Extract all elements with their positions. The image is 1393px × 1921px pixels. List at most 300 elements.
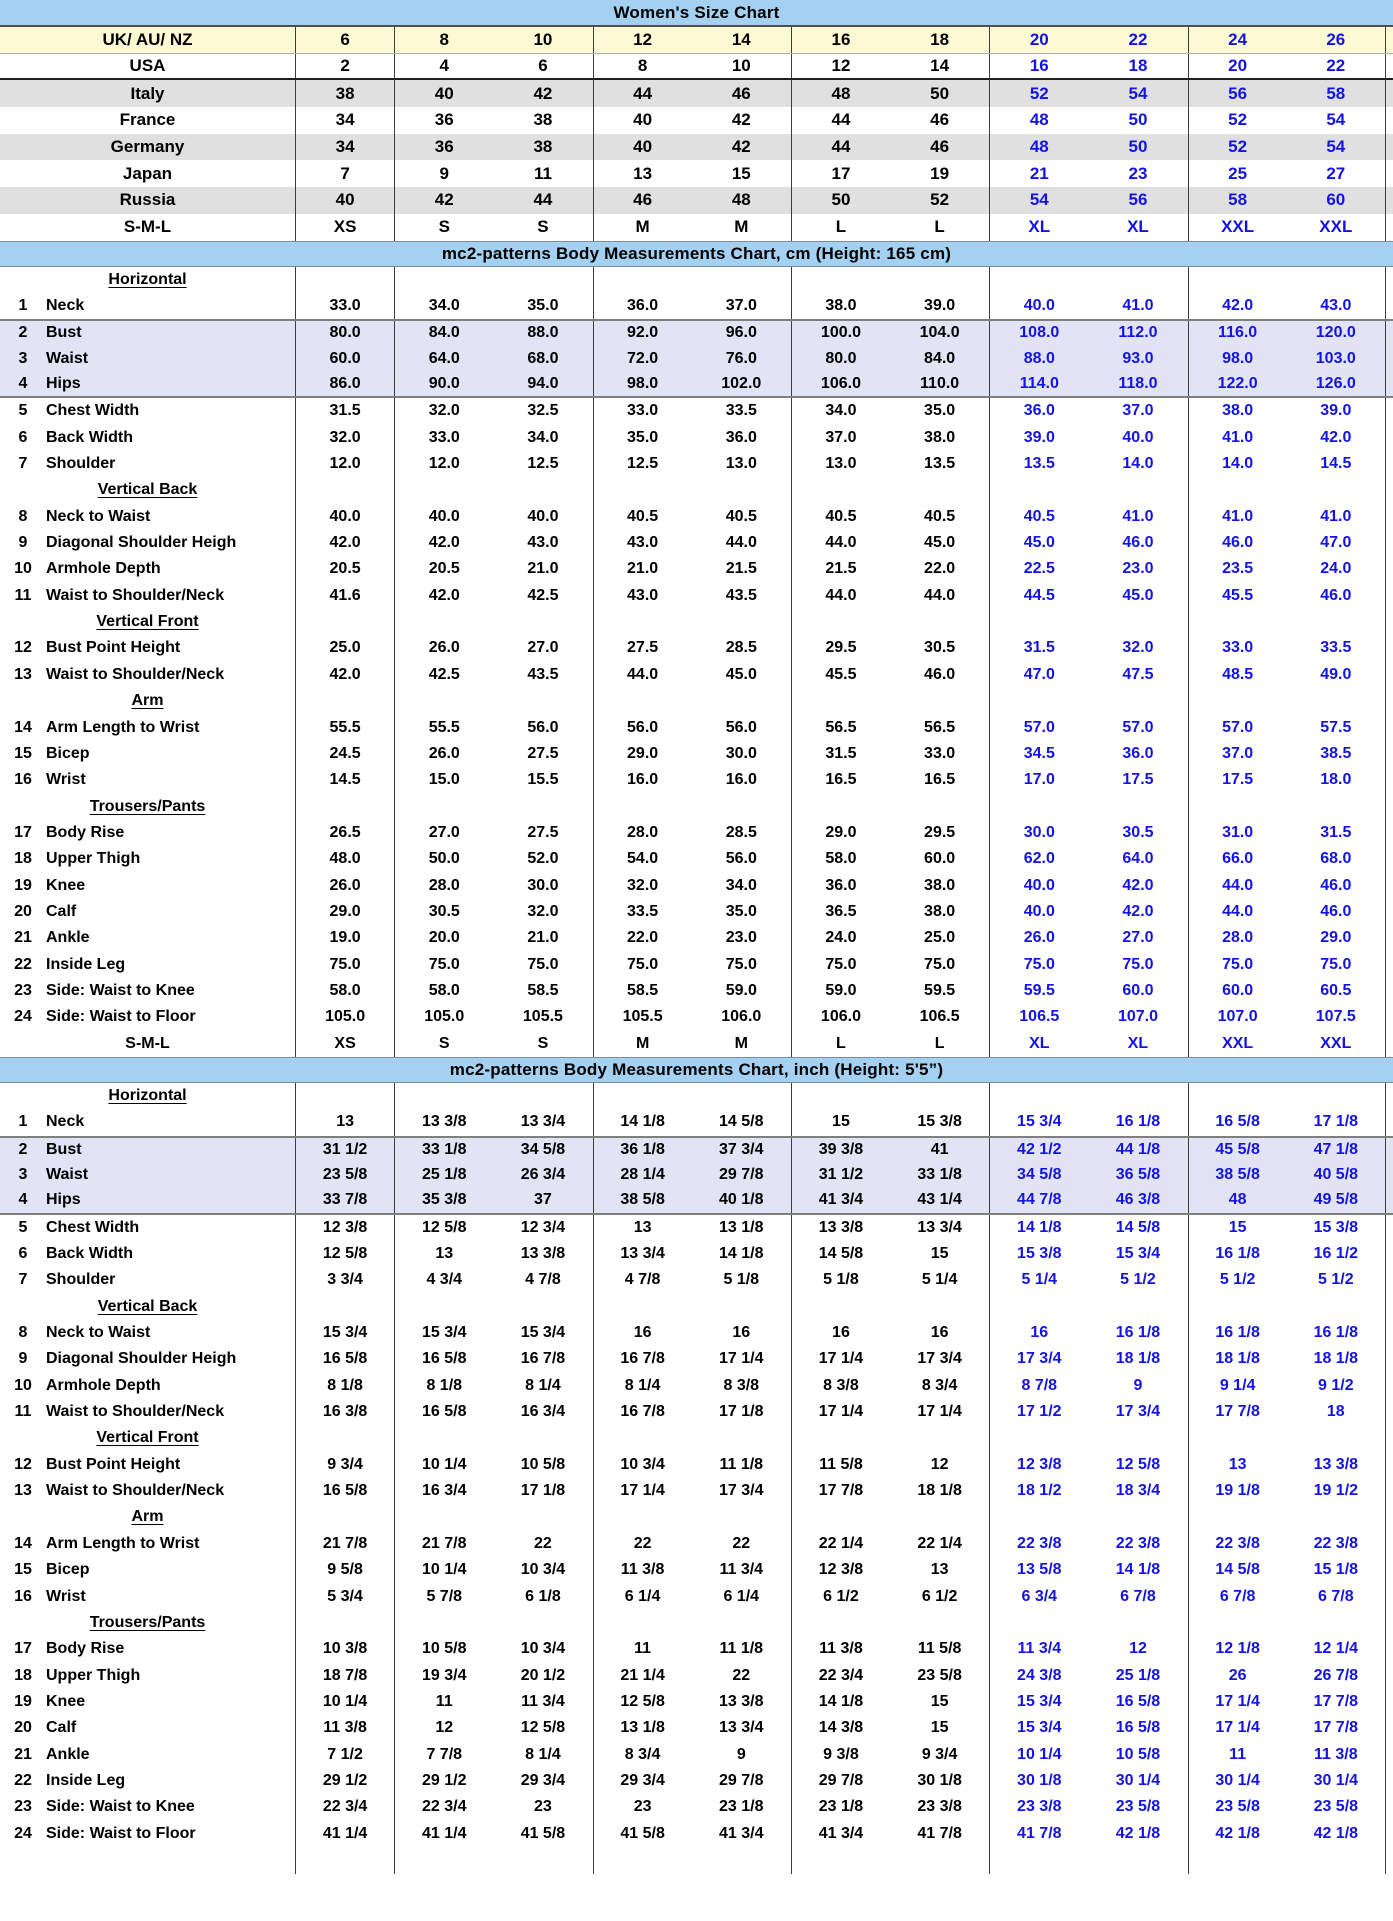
value-cell: 10 5/8: [520, 1455, 566, 1473]
value-cell: 46: [930, 110, 950, 130]
value-cell: 15 3/8: [1287, 1215, 1386, 1241]
row-label: [0, 1768, 295, 1794]
value-cell: 27: [1287, 160, 1386, 187]
value-cell: 16 7/8: [593, 1399, 692, 1425]
value-cell: 13.0: [725, 455, 757, 473]
value-cell: 33.0: [394, 425, 493, 451]
value-cell: [593, 793, 692, 819]
value-cell: 30 1/8: [989, 1768, 1088, 1794]
row-label-text: Upper Thigh: [46, 1666, 141, 1684]
value-cell: 42.5: [394, 662, 493, 688]
section-header-label: Trousers/Pants: [89, 1613, 206, 1631]
section-header: [0, 1610, 295, 1636]
value-cell: [493, 609, 592, 635]
value-cell: 42.0: [394, 530, 493, 556]
value-cell: 11 1/8: [719, 1640, 764, 1658]
value-cell: 34.0: [394, 293, 493, 319]
table-row: [0, 1030, 1393, 1056]
value-cell: 22: [732, 1666, 751, 1684]
row-number: 9: [18, 1350, 28, 1368]
value-cell: 44.0: [791, 583, 890, 609]
value-cell: 15: [930, 1719, 949, 1737]
value-cell: 55.5: [394, 714, 493, 740]
row-label: [0, 872, 295, 898]
value-cell: 46: [930, 137, 950, 157]
value-cell: 8 3/4: [593, 1741, 692, 1767]
value-cell: 32.0: [1122, 639, 1154, 657]
value-cell: 30.0: [527, 876, 559, 894]
value-cell: 23 1/8: [719, 1798, 764, 1816]
value-cell: [989, 1610, 1088, 1636]
row-number: 12: [14, 1455, 32, 1473]
value-cell: 105.5: [522, 1008, 563, 1026]
value-cell: 7 1/2: [295, 1741, 394, 1767]
table-row: [0, 1662, 1393, 1688]
value-cell: 116.0: [1188, 321, 1287, 345]
value-cell: XXL: [1188, 214, 1287, 241]
value-cell: [989, 793, 1088, 819]
value-cell: M: [734, 217, 749, 237]
value-cell: 14 1/8: [1115, 1561, 1161, 1579]
value-cell: [791, 793, 890, 819]
table-row: [0, 398, 1393, 424]
value-cell: 27.5: [593, 635, 692, 661]
value-cell: 32.5: [527, 402, 559, 420]
value-cell: 50: [1128, 110, 1148, 130]
row-number: 7: [18, 1271, 28, 1289]
value-cell: 15 3/8: [989, 1241, 1088, 1267]
value-cell: 42: [731, 110, 751, 130]
value-cell: 9 3/8: [791, 1741, 890, 1767]
value-cell: 34.0: [725, 876, 757, 894]
value-cell: [1188, 477, 1287, 503]
value-cell: 47.5: [1122, 665, 1154, 683]
value-cell: M: [593, 214, 692, 241]
section-header: [0, 1425, 295, 1451]
row-label: [0, 1794, 295, 1820]
value-cell: 33.0: [1188, 635, 1287, 661]
value-cell: 8 3/4: [921, 1376, 958, 1394]
row-label: [0, 1138, 295, 1162]
value-cell: 40: [593, 107, 692, 134]
table-row: [0, 1794, 1393, 1820]
value-cell: 60: [1287, 187, 1386, 214]
table-row: [0, 319, 1393, 345]
value-cell: 40.0: [989, 293, 1088, 319]
value-cell: 10 3/4: [593, 1452, 692, 1478]
value-cell: 88.0: [527, 324, 559, 342]
value-cell: 105.0: [394, 1004, 493, 1030]
row-number: 20: [14, 1719, 32, 1737]
value-cell: 42: [731, 137, 751, 157]
value-cell: 22.0: [924, 560, 956, 578]
row-label-text: Calf: [46, 1719, 77, 1737]
value-cell: 60.0: [924, 850, 956, 868]
value-cell: 36 5/8: [1115, 1166, 1161, 1184]
value-cell: 59.5: [924, 981, 956, 999]
value-cell: 26.0: [989, 925, 1088, 951]
value-cell: 44: [593, 80, 692, 107]
row-number: 11: [14, 586, 32, 604]
value-cell: [493, 1083, 592, 1109]
value-cell: 17 1/4: [593, 1478, 692, 1504]
value-cell: 8: [394, 27, 493, 53]
value-cell: 17: [791, 160, 890, 187]
value-cell: 6 7/8: [1188, 1583, 1287, 1609]
row-label-text: Wrist: [46, 1587, 86, 1605]
table-row: [0, 820, 1393, 846]
value-cell: 33 1/8: [394, 1138, 493, 1162]
table-row: [0, 1768, 1393, 1794]
value-cell: 11 3/4: [989, 1636, 1088, 1662]
row-label: [0, 1320, 295, 1346]
row-label: [0, 1531, 295, 1557]
value-cell: 16: [593, 1320, 692, 1346]
value-cell: 58.5: [527, 981, 559, 999]
value-cell: 106.5: [919, 1008, 960, 1026]
value-cell: 6: [538, 56, 548, 76]
value-cell: 41.0: [1122, 507, 1154, 525]
value-cell: 14 5/8: [791, 1241, 890, 1267]
value-cell: [295, 1294, 394, 1320]
value-cell: 46: [731, 83, 751, 103]
row-label-text: Bicep: [46, 1561, 90, 1579]
value-cell: 23 5/8: [1115, 1798, 1161, 1816]
table-row: [0, 583, 1393, 609]
table-row: [0, 1531, 1393, 1557]
row-number: 7: [18, 455, 28, 473]
row-number: 17: [14, 823, 32, 841]
section-header-label: Arm: [131, 692, 164, 710]
value-cell: 16: [791, 27, 890, 53]
value-cell: 108.0: [989, 321, 1088, 345]
value-cell: 44: [791, 134, 890, 161]
value-cell: 18 1/8: [1287, 1346, 1386, 1372]
row-label: [0, 1478, 295, 1504]
value-cell: 8 1/4: [593, 1373, 692, 1399]
value-cell: 46.0: [1188, 530, 1287, 556]
value-cell: 16 5/8: [1188, 1109, 1287, 1135]
value-cell: 12 3/8: [989, 1452, 1088, 1478]
row-number: 21: [14, 929, 32, 947]
value-cell: [493, 793, 592, 819]
value-cell: 46: [593, 187, 692, 214]
row-label: [0, 321, 295, 345]
table-row: [0, 372, 1393, 398]
value-cell: 17.5: [1188, 767, 1287, 793]
value-cell: [1088, 1504, 1187, 1530]
table-row: [0, 951, 1393, 977]
value-cell: 26.0: [394, 635, 493, 661]
row-label-text: Hips: [46, 1191, 81, 1209]
value-cell: 35 3/8: [394, 1188, 493, 1212]
value-cell: 14 1/8: [989, 1215, 1088, 1241]
value-cell: 75.0: [394, 951, 493, 977]
value-cell: 21 7/8: [394, 1531, 493, 1557]
value-cell: 11 5/8: [791, 1452, 890, 1478]
value-cell: 90.0: [394, 372, 493, 396]
value-cell: 104.0: [919, 324, 960, 342]
value-cell: 9: [736, 1745, 746, 1763]
value-cell: 33.0: [295, 293, 394, 319]
value-cell: [890, 1610, 989, 1636]
value-cell: 18 3/4: [1115, 1482, 1161, 1500]
value-cell: 8 3/8: [791, 1373, 890, 1399]
value-cell: 16 5/8: [394, 1399, 493, 1425]
value-cell: [791, 688, 890, 714]
value-cell: 33.0: [593, 398, 692, 424]
value-cell: 17 7/8: [1287, 1689, 1386, 1715]
value-cell: [295, 1610, 394, 1636]
table-row: [0, 451, 1393, 477]
value-cell: 122.0: [1188, 372, 1287, 396]
row-label: [0, 1399, 295, 1425]
value-cell: 41: [930, 1140, 949, 1158]
value-cell: 17 7/8: [1287, 1715, 1386, 1741]
value-cell: 15.5: [527, 771, 559, 789]
value-cell: 59.5: [989, 978, 1088, 1004]
value-cell: 44.0: [791, 530, 890, 556]
section-header-row: [0, 793, 1393, 819]
value-cell: 44.0: [1188, 872, 1287, 898]
value-cell: [1088, 1083, 1187, 1109]
value-cell: 12 5/8: [593, 1689, 692, 1715]
row-label: [0, 662, 295, 688]
spacer-row: [0, 1847, 1393, 1874]
value-cell: [1287, 688, 1386, 714]
value-cell: 60.5: [1287, 978, 1386, 1004]
value-cell: 29.5: [791, 635, 890, 661]
table-row: [0, 899, 1393, 925]
value-cell: 35.0: [527, 297, 559, 315]
row-number: 17: [14, 1640, 32, 1658]
value-cell: 8 3/8: [723, 1376, 760, 1394]
value-cell: 58.0: [394, 978, 493, 1004]
value-cell: 13: [295, 1109, 394, 1135]
row-label: [0, 372, 295, 396]
value-cell: 5 1/4: [921, 1271, 958, 1289]
value-cell: 42 1/8: [1188, 1820, 1287, 1846]
value-cell: 58.0: [791, 846, 890, 872]
value-cell: [890, 1504, 989, 1530]
value-cell: 6 1/8: [525, 1587, 561, 1605]
value-cell: [593, 1847, 692, 1874]
size-chart-title: Women's Size Chart: [0, 0, 1393, 27]
table-row: [0, 1215, 1393, 1241]
value-cell: 58: [1188, 187, 1287, 214]
value-cell: 25: [1188, 160, 1287, 187]
value-cell: 46.0: [1122, 534, 1154, 552]
value-cell: 22: [1128, 29, 1148, 49]
value-cell: 43.0: [593, 583, 692, 609]
value-cell: 75.0: [1287, 951, 1386, 977]
value-cell: 31 1/2: [791, 1162, 890, 1188]
value-cell: 5 1/8: [723, 1271, 760, 1289]
table-row: [0, 1636, 1393, 1662]
value-cell: 24.0: [791, 925, 890, 951]
value-cell: [890, 688, 989, 714]
value-cell: 48.5: [1188, 662, 1287, 688]
value-cell: [1287, 267, 1386, 293]
value-cell: 41 5/8: [520, 1824, 566, 1842]
value-cell: 16 1/2: [1287, 1241, 1386, 1267]
value-cell: 20: [989, 27, 1088, 53]
row-label: [0, 1636, 295, 1662]
value-cell: 17 1/4: [917, 1403, 962, 1421]
value-cell: [890, 1425, 989, 1451]
row-number: 6: [18, 1245, 28, 1263]
value-cell: [593, 1504, 692, 1530]
value-cell: 40.0: [394, 504, 493, 530]
value-cell: 45.5: [1188, 583, 1287, 609]
table-row: [0, 1820, 1393, 1846]
value-cell: 29.0: [295, 899, 394, 925]
value-cell: 5 1/2: [1120, 1271, 1156, 1289]
value-cell: 14 5/8: [1115, 1218, 1161, 1236]
table-row: [0, 1241, 1393, 1267]
row-label-text: Waist to Shoulder/Neck: [46, 1403, 225, 1421]
value-cell: 12 1/4: [1287, 1636, 1386, 1662]
value-cell: 14 5/8: [719, 1113, 764, 1131]
row-label: [0, 451, 295, 477]
section-header-label: Vertical Back: [97, 481, 198, 499]
value-cell: [493, 477, 592, 503]
value-cell: 16 5/8: [394, 1346, 493, 1372]
row-number: 15: [14, 744, 32, 762]
row-label: [0, 1452, 295, 1478]
row-label-text: Waist to Shoulder/Neck: [46, 586, 225, 604]
value-cell: 15 3/4: [295, 1320, 394, 1346]
value-cell: 15: [1188, 1215, 1287, 1241]
value-cell: 10 1/4: [394, 1557, 493, 1583]
value-cell: 23 5/8: [1287, 1794, 1386, 1820]
value-cell: 11: [533, 163, 552, 183]
value-cell: 17 1/8: [1287, 1109, 1386, 1135]
value-cell: 52: [930, 190, 950, 210]
row-number: 14: [14, 1534, 32, 1552]
value-cell: 17 7/8: [791, 1478, 890, 1504]
value-cell: 23 3/8: [917, 1798, 962, 1816]
value-cell: [493, 1294, 592, 1320]
value-cell: [890, 1294, 989, 1320]
value-cell: 106.5: [989, 1004, 1088, 1030]
value-cell: [1188, 1294, 1287, 1320]
table-row: [0, 504, 1393, 530]
table-row: [0, 1162, 1393, 1188]
value-cell: 33 7/8: [295, 1188, 394, 1212]
row-label: [0, 1820, 295, 1846]
value-cell: [394, 1610, 493, 1636]
value-cell: [295, 793, 394, 819]
row-number: 19: [14, 1692, 32, 1710]
value-cell: 107.0: [1117, 1008, 1158, 1026]
value-cell: [295, 267, 394, 293]
value-cell: 9: [1133, 1376, 1143, 1394]
value-cell: 44: [791, 107, 890, 134]
value-cell: 37.0: [791, 425, 890, 451]
value-cell: [890, 1847, 989, 1874]
row-label: [0, 504, 295, 530]
value-cell: 42: [533, 83, 553, 103]
value-cell: 44: [533, 190, 553, 210]
value-cell: 41 1/4: [295, 1820, 394, 1846]
row-label-text: Calf: [46, 902, 77, 920]
value-cell: [989, 477, 1088, 503]
table-row: [0, 1741, 1393, 1767]
value-cell: 14: [930, 56, 950, 76]
row-label-text: Chest Width: [46, 1218, 140, 1236]
value-cell: 60.0: [295, 346, 394, 372]
value-cell: 43.5: [527, 665, 559, 683]
value-cell: 12: [593, 27, 692, 53]
value-cell: 20.5: [295, 556, 394, 582]
section-header-label: Vertical Front: [96, 613, 199, 631]
value-cell: XXL: [1287, 214, 1386, 241]
value-cell: 16 5/8: [1115, 1692, 1161, 1710]
value-cell: 54: [1287, 134, 1386, 161]
value-cell: 15 1/8: [1287, 1557, 1386, 1583]
value-cell: XL: [989, 214, 1088, 241]
value-cell: 12.0: [394, 451, 493, 477]
row-number: 23: [14, 1798, 32, 1816]
value-cell: [692, 1847, 791, 1874]
value-cell: 26 7/8: [1287, 1662, 1386, 1688]
value-cell: 26: [1287, 27, 1386, 53]
value-cell: [1188, 1847, 1287, 1874]
table-row: [0, 1346, 1393, 1372]
row-label: Russia: [119, 190, 176, 210]
value-cell: 16.5: [791, 767, 890, 793]
value-cell: 54: [1287, 107, 1386, 134]
value-cell: 37.0: [1188, 741, 1287, 767]
value-cell: 17 1/4: [1188, 1715, 1287, 1741]
value-cell: 112.0: [1118, 324, 1158, 342]
table-row: [0, 160, 1393, 187]
row-number: 12: [14, 639, 32, 657]
value-cell: 44.0: [725, 534, 757, 552]
value-cell: 10 5/8: [1115, 1745, 1161, 1763]
value-cell: 40.5: [791, 504, 890, 530]
value-cell: 38 5/8: [593, 1188, 692, 1212]
row-label-text: Upper Thigh: [46, 850, 141, 868]
row-number: 19: [14, 876, 32, 894]
value-cell: 22: [593, 1531, 692, 1557]
value-cell: [989, 1504, 1088, 1530]
value-cell: 45.5: [791, 662, 890, 688]
value-cell: 68.0: [1287, 846, 1386, 872]
value-cell: 12 3/8: [295, 1215, 394, 1241]
value-cell: 26.5: [295, 820, 394, 846]
value-cell: 40 1/8: [719, 1191, 764, 1209]
row-number: 22: [14, 1771, 32, 1789]
value-cell: 33.5: [1287, 635, 1386, 661]
value-cell: [394, 1504, 493, 1530]
value-cell: [593, 1425, 692, 1451]
value-cell: 10 1/4: [989, 1741, 1088, 1767]
value-cell: 42.0: [1122, 902, 1154, 920]
value-cell: 54.0: [593, 846, 692, 872]
row-number: 2: [18, 324, 28, 342]
table-row: [0, 1478, 1393, 1504]
value-cell: 12 5/8: [295, 1241, 394, 1267]
value-cell: 46.0: [1287, 899, 1386, 925]
value-cell: [295, 1847, 394, 1874]
value-cell: 16 3/4: [520, 1403, 566, 1421]
value-cell: 23.0: [1122, 560, 1154, 578]
row-label: [0, 1004, 295, 1030]
row-label-text: Waist to Shoulder/Neck: [46, 665, 225, 683]
value-cell: 14 5/8: [1188, 1557, 1287, 1583]
